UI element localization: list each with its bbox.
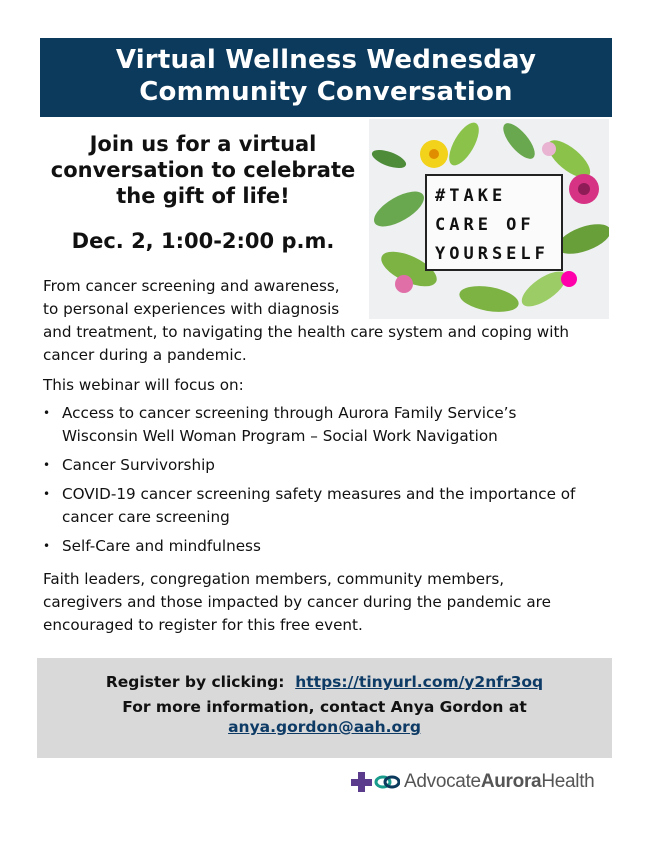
- focus-label: This webinar will focus on:: [43, 376, 244, 394]
- intro-line-3: and treatment, to navigating the health care system and coping with: [43, 323, 570, 341]
- take-care-sign: [425, 174, 563, 271]
- list-item-text: COVID-19 cancer screening safety measures and the importance of: [62, 485, 576, 503]
- list-item-text: Wisconsin Well Woman Program – Social Work Navigation: [62, 427, 498, 445]
- focus-list: [43, 402, 613, 564]
- headline-line-1: Join us for a virtual: [89, 132, 317, 156]
- intro-line-2: to personal experiences with diagnosis: [43, 300, 340, 318]
- intro-line-4: cancer during a pandemic.: [43, 346, 247, 364]
- list-item: [43, 535, 613, 558]
- intro-paragraph: [43, 275, 569, 367]
- logo-wordmark: [404, 771, 594, 793]
- list-item-text: cancer care screening: [62, 508, 230, 526]
- sign-line-3: YOURSELF: [435, 244, 549, 264]
- closing-line-2: caregivers and those impacted by cancer during the pandemic are: [43, 593, 551, 611]
- logo-part-3: Health: [541, 771, 595, 792]
- bullet-icon: •: [43, 406, 51, 420]
- list-item: [43, 454, 613, 477]
- closing-line-3: encouraged to register for this free event.: [43, 616, 363, 634]
- logo-part-2: Aurora: [480, 771, 542, 792]
- title-line-2: Community Conversation: [139, 77, 513, 107]
- contact-info: For more information, contact Anya Gordon at: [122, 698, 527, 716]
- contact-email-link[interactable]: anya.gordon@aah.org: [228, 718, 421, 736]
- intro-line-1: From cancer screening and awareness,: [43, 277, 340, 295]
- headline-line-2: conversation to celebrate: [50, 158, 356, 182]
- closing-line-1: Faith leaders, congregation members, community members,: [43, 570, 505, 588]
- register-line: [37, 673, 612, 691]
- headline: [44, 131, 362, 209]
- bullet-icon: •: [43, 458, 51, 472]
- advocate-aurora-logo: [350, 768, 612, 796]
- list-item-text: Access to cancer screening through Aurora Family Service’s: [62, 404, 517, 422]
- closing-paragraph: [43, 568, 551, 637]
- list-item: [43, 483, 613, 529]
- register-label: Register by clicking:: [105, 673, 285, 691]
- list-item-text: Cancer Survivorship: [62, 456, 215, 474]
- list-item: [43, 402, 613, 448]
- register-box: [37, 658, 612, 758]
- title-banner: [40, 38, 612, 117]
- bullet-icon: •: [43, 539, 51, 553]
- bullet-icon: •: [43, 487, 51, 501]
- logo-icon: [350, 770, 400, 794]
- list-item-text: Self-Care and mindfulness: [62, 537, 261, 555]
- sign-line-1: #TAKE: [435, 186, 507, 206]
- register-link[interactable]: https://tinyurl.com/y2nfr3oq: [295, 673, 544, 691]
- headline-line-3: the gift of life!: [116, 184, 290, 208]
- title-line-1: Virtual Wellness Wednesday: [115, 45, 537, 75]
- logo-part-1: Advocate: [404, 771, 481, 792]
- event-date: Dec. 2, 1:00-2:00 p.m.: [71, 229, 335, 253]
- sign-line-2: CARE OF: [435, 215, 535, 235]
